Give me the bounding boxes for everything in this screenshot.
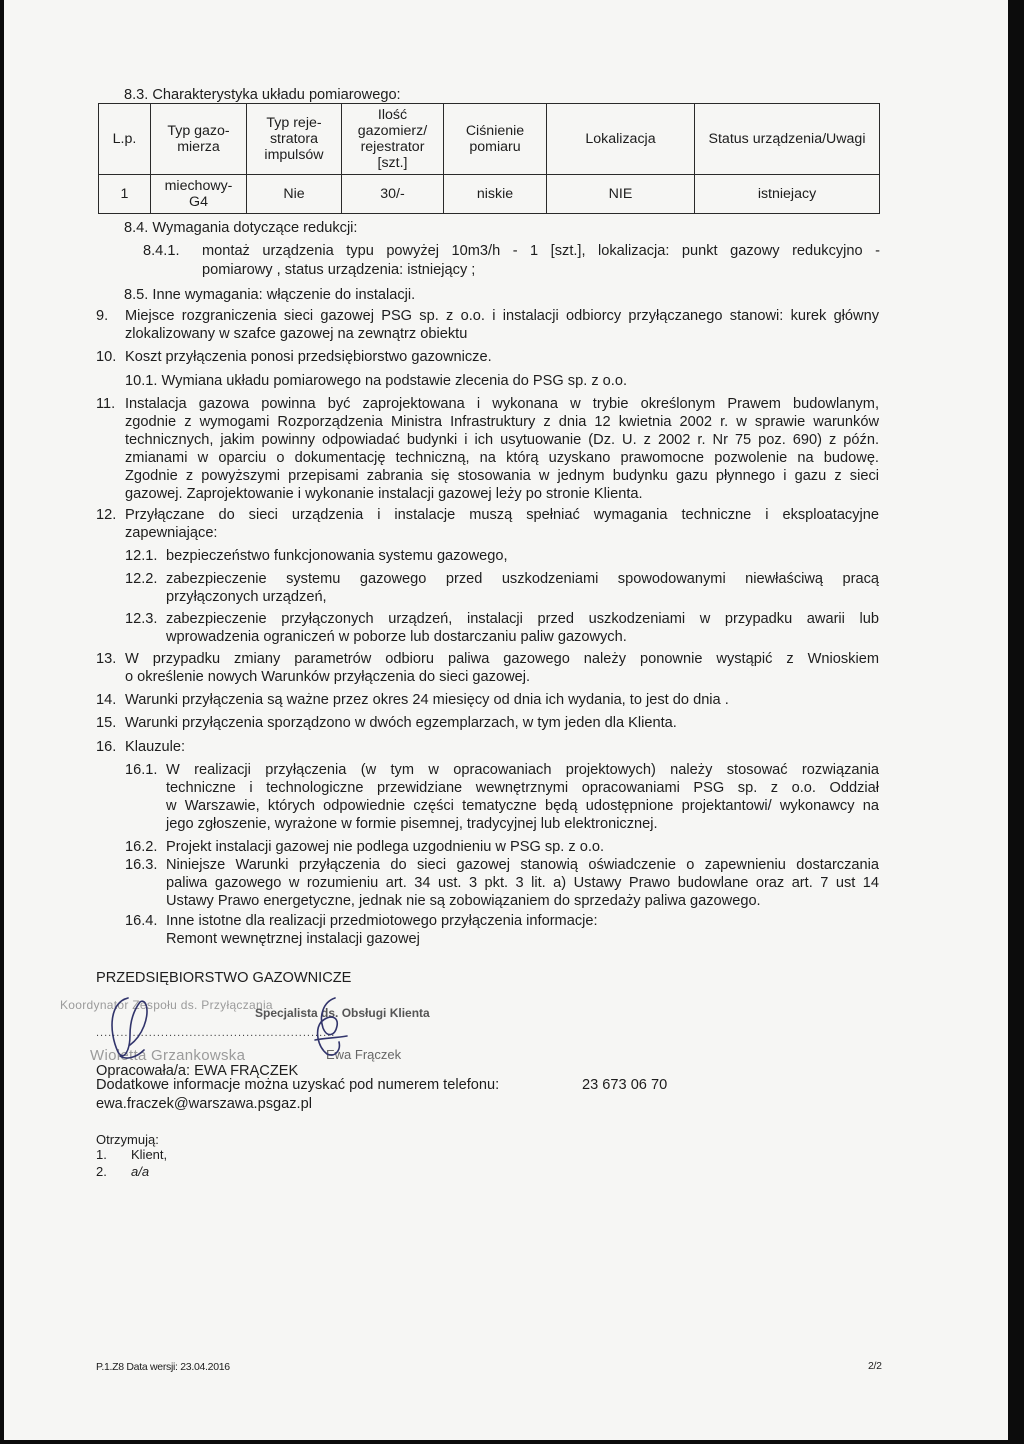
section-8-4-1-line2: pomiarowy , status urządzenia: istniejący ; xyxy=(202,262,476,278)
section-11-line3: technicznych, jakim powinny odpowiadać budynki i ich usytuowanie (Dz. U. z 2002 r. Nr 75 poz. 690) z późn. xyxy=(125,432,879,448)
section-12-1-text: bezpieczeństwo funkcjonowania systemu gazowego, xyxy=(166,548,508,564)
section-16-3-line2: paliwa gazowego w rozumieniu art. 34 ust. 3 pkt. 3 lit. a) Ustawy Prawo budowlane oraz art. 7 ust 14 xyxy=(166,875,879,891)
recipient-2-text: a/a xyxy=(131,1164,150,1179)
section-16-1-number: 16.1. xyxy=(125,762,158,778)
info-label: Dodatkowe informacje można uzyskać pod numerem telefonu: xyxy=(96,1077,500,1093)
section-10-number: 10. xyxy=(96,349,117,365)
col-recorder-type: Typ reje- stratora impulsów xyxy=(247,104,342,175)
section-16-4-line2: Remont wewnętrznej instalacji gazowej xyxy=(166,931,420,947)
meter-table-header xyxy=(99,104,880,175)
email-address: ewa.fraczek@warszawa.psgaz.pl xyxy=(96,1096,312,1112)
section-16-1-line1: W realizacji przyłączenia (w tym w opracowaniach projektowych) należy stosować rozwiązania xyxy=(166,762,879,778)
section-8-4: 8.4. Wymagania dotyczące redukcji: xyxy=(124,220,358,236)
cell-meter-type: miechowy- G4 xyxy=(151,175,247,214)
section-16-text: Klauzule: xyxy=(125,739,186,755)
stamp-left-name: Wioletta Grzankowska xyxy=(90,1047,246,1064)
handwritten-signature-right xyxy=(305,992,355,1062)
recipient-1-text: Klient, xyxy=(131,1147,168,1162)
section-12-2-line2: przyłączonych urządzeń, xyxy=(166,589,327,605)
section-12-1-number: 12.1. xyxy=(125,548,158,564)
section-16-2-text: Projekt instalacji gazowej nie podlega uzgodnieniu w PSG sp. z o.o. xyxy=(166,839,605,855)
section-10-text: Koszt przyłączenia ponosi przedsiębiorstwo gazownicze. xyxy=(125,349,492,365)
phone-number: 23 673 06 70 xyxy=(582,1077,668,1093)
meter-table xyxy=(98,103,880,214)
section-11-line2: zgodnie z wymogami Rozporządzenia Ministra Infrastruktury z dnia 12 kwietnia 2002 r. w sprawie warunków xyxy=(125,414,879,430)
section-8-5: 8.5. Inne wymagania: włączenie do instalacji. xyxy=(124,287,416,303)
section-11-line5: Zgodnie z powyższymi przepisami zabrania się stosowania w jednym budynku gazu płynnego i gazu z sieci xyxy=(125,468,879,484)
handwritten-signature-left xyxy=(100,990,160,1065)
section-13-number: 13. xyxy=(96,651,117,667)
stamp-right-title: Specjalista ds. Obsługi Klienta xyxy=(255,1006,430,1020)
section-9-line1: Miejsce rozgraniczenia sieci gazowej PSG sp. z o.o. i instalacji odbiorcy przyłączanego stanowi: kurek główny xyxy=(125,308,879,324)
section-9-line2: zlokalizowany w szafce gazowej na zewnątrz obiektu xyxy=(125,326,468,342)
col-meter-type: Typ gazo- mierza xyxy=(151,104,247,175)
section-16-3-number: 16.3. xyxy=(125,857,158,873)
section-13-line1: W przypadku zmiany parametrów odbioru paliwa gazowego należy ponownie wystąpić z Wnioskiem xyxy=(125,651,879,667)
cell-status: istniejacy xyxy=(695,175,880,214)
table-row xyxy=(99,175,880,214)
section-16-1-line2: techniczne i technologiczne przewidziane wewnętrznymi opracowaniami PSG sp. z o.o. Oddział xyxy=(166,780,879,796)
section-14-text: Warunki przyłączenia są ważne przez okres 24 miesięcy od dnia ich wydania, to jest do dnia . xyxy=(125,692,729,708)
section-12-3-line1: zabezpieczenie przyłączonych urządzeń, instalacji przed uszkodzeniami w przypadku awarii lub xyxy=(166,611,879,627)
col-lp: L.p. xyxy=(99,104,151,175)
cell-pressure: niskie xyxy=(444,175,547,214)
footer-version: P.1.Z8 Data wersji: 23.04.2016 xyxy=(96,1361,230,1373)
section-16-4-line1: Inne istotne dla realizacji przedmiotowego przyłączenia informacje: xyxy=(166,913,598,929)
section-15-number: 15. xyxy=(96,715,117,731)
section-16-3-line3: Ustawy Prawo energetyczne, jednak nie są zobowiązaniem do sprzedaży paliwa gazowego. xyxy=(166,893,761,909)
col-location: Lokalizacja xyxy=(547,104,695,175)
section-15-text: Warunki przyłączenia sporządzono w dwóch egzemplarzach, w tym jeden dla Klienta. xyxy=(125,715,677,731)
section-12-number: 12. xyxy=(96,507,117,523)
col-quantity: Ilość gazomierz/ rejestrator [szt.] xyxy=(342,104,444,175)
section-11-number: 11. xyxy=(96,396,116,412)
col-pressure: Ciśnienie pomiaru xyxy=(444,104,547,175)
company-name: PRZEDSIĘBIORSTWO GAZOWNICZE xyxy=(96,970,352,986)
recipient-2-number: 2. xyxy=(96,1164,107,1179)
section-16-3-line1: Niniejsze Warunki przyłączenia do sieci gazowej stanowią oświadczenie o zapewnieniu dostarczania xyxy=(166,857,879,873)
section-8-4-1-number: 8.4.1. xyxy=(143,243,180,259)
section-9-number: 9. xyxy=(96,308,109,324)
section-12-line1: Przyłączane do sieci urządzenia i instalacje muszą spełniać wymagania techniczne i eksploatacyjne xyxy=(125,507,879,523)
section-14-number: 14. xyxy=(96,692,117,708)
recipients-title: Otrzymują: xyxy=(96,1132,159,1147)
cell-lp: 1 xyxy=(99,175,151,214)
section-12-2-line1: zabezpieczenie systemu gazowego przed uszkodzeniami spowodowanymi niewłaściwą pracą xyxy=(166,571,879,587)
page-number: 2/2 xyxy=(868,1360,882,1372)
cell-quantity: 30/- xyxy=(342,175,444,214)
signature-dots: ........................................................... xyxy=(96,1027,336,1039)
section-10-1: 10.1. Wymiana układu pomiarowego na podstawie zlecenia do PSG sp. z o.o. xyxy=(125,373,628,389)
stamp-left-title: Koordynator Zespołu ds. Przyłączania xyxy=(60,998,273,1012)
col-status: Status urządzenia/Uwagi xyxy=(695,104,880,175)
section-11-line6: gazowej. Zaprojektowanie i wykonanie instalacji gazowej leży po stronie Klienta. xyxy=(125,486,643,502)
section-8-3-title: 8.3. Charakterystyka układu pomiarowego: xyxy=(124,87,401,103)
section-16-1-line3: w Warszawie, których odpowiednie części tematyczne będą udostępnione projektantowi/ wykonawcy na xyxy=(166,798,879,814)
section-13-line2: o określenie nowych Warunków przyłączenia do sieci gazowej. xyxy=(125,669,531,685)
section-12-line2: zapewniające: xyxy=(125,525,218,541)
recipient-1-number: 1. xyxy=(96,1147,107,1162)
section-16-1-line4: jego zgłoszenie, wyrażone w formie pisemnej, tradycyjnej lub elektronicznej. xyxy=(166,816,658,832)
section-11-line1: Instalacja gazowa powinna być zaprojektowana i wykonana w trybie określonym Prawem budowlanym, xyxy=(125,396,879,412)
section-16-2-number: 16.2. xyxy=(125,839,158,855)
cell-location: NIE xyxy=(547,175,695,214)
stamp-right-name: Ewa Frączek xyxy=(326,1047,402,1062)
cell-recorder-type: Nie xyxy=(247,175,342,214)
section-16-4-number: 16.4. xyxy=(125,913,158,929)
section-11-line4: zmianami w oparciu o dokumentację techniczną, na którą uzyskano prawomocne pozwolenie na budowę. xyxy=(125,450,879,466)
section-12-2-number: 12.2. xyxy=(125,571,158,587)
prepared-by: Opracowała/a: EWA FRĄCZEK xyxy=(96,1063,299,1079)
section-12-3-number: 12.3. xyxy=(125,611,158,627)
section-16-number: 16. xyxy=(96,739,117,755)
section-8-4-1-line1: montaż urządzenia typu powyżej 10m3/h - 1 [szt.], lokalizacja: punkt gazowy redukcyjno - xyxy=(202,243,880,259)
section-12-3-line2: wprowadzenia ograniczeń w poborze lub dostarczaniu paliw gazowych. xyxy=(166,629,627,645)
